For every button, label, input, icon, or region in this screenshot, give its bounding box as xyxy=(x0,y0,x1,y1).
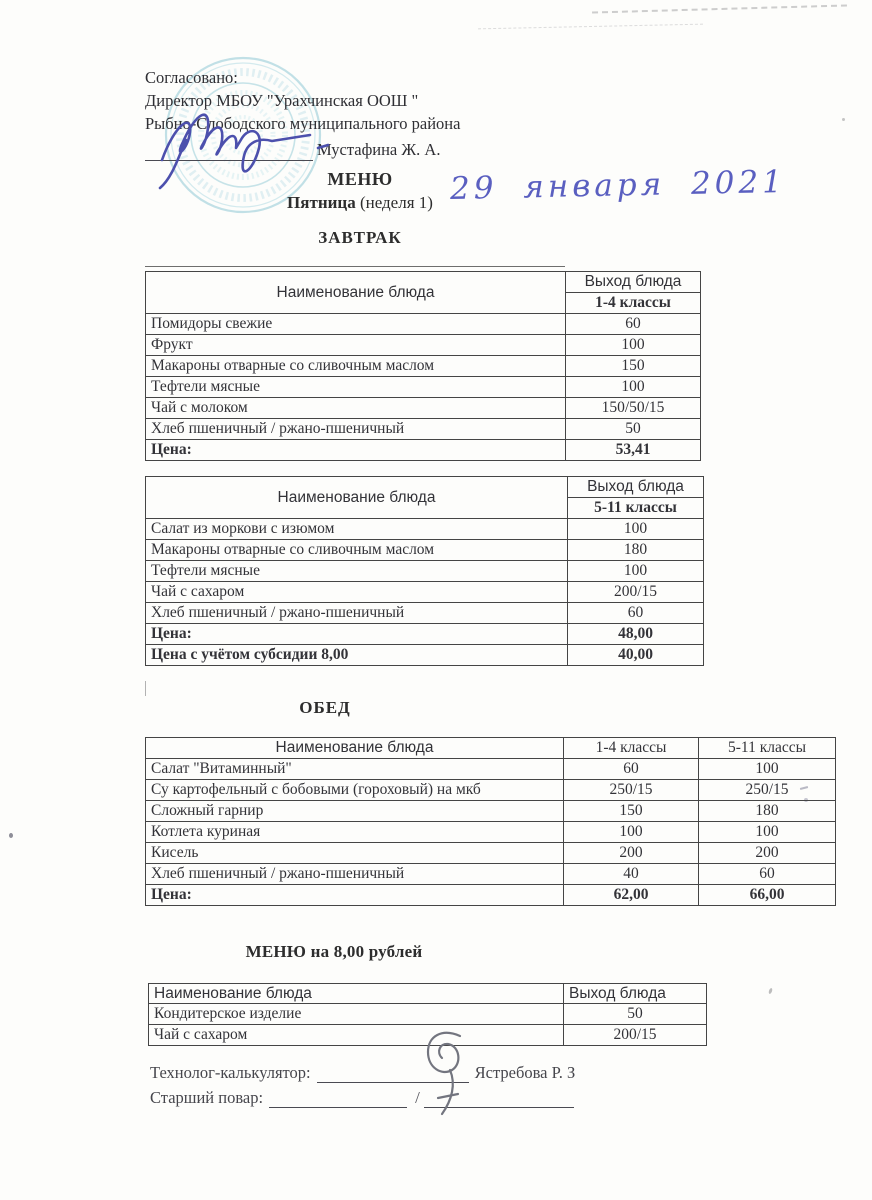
subsidy-label-cell: Цена с учётом субсидии 8,00 xyxy=(146,645,568,666)
dish-name-cell: Чай с молоком xyxy=(146,398,566,419)
header-row xyxy=(146,738,836,759)
dish-value-cell: 100 xyxy=(564,822,699,843)
column-header-output: Выход блюда xyxy=(568,477,704,498)
slash-separator: / xyxy=(415,1088,420,1107)
dish-value-cell: 180 xyxy=(568,540,704,561)
dish-value-cell: 40 xyxy=(564,864,699,885)
column-header-dish: Наименование блюда xyxy=(146,738,564,759)
subsidy-value-cell: 40,00 xyxy=(568,645,704,666)
table-row xyxy=(146,759,836,780)
subsidy-price-row xyxy=(146,645,704,666)
day-name: Пятница xyxy=(287,193,356,212)
page-title: МЕНЮ xyxy=(327,169,393,189)
table-row xyxy=(146,561,704,582)
section-title-lunch: ОБЕД xyxy=(299,698,351,717)
section-title-menu8: МЕНЮ на 8,00 рублей xyxy=(245,942,423,961)
column-header-output: Выход блюда xyxy=(564,984,707,1004)
column-header-class: 5-11 классы xyxy=(568,498,704,519)
dish-name-cell: Чай с сахаром xyxy=(146,582,568,603)
dish-value-cell: 200 xyxy=(564,843,699,864)
table-row xyxy=(146,314,701,335)
column-header-dish: Наименование блюда xyxy=(146,477,568,519)
breakfast-table-5-11 xyxy=(145,476,704,666)
table-row xyxy=(146,419,701,440)
dish-name-cell: Макароны отварные со сливочным маслом xyxy=(146,356,566,377)
table-row xyxy=(146,822,836,843)
dish-value-cell: 250/15 xyxy=(699,780,836,801)
dish-value-cell: 100 xyxy=(699,759,836,780)
dish-name-cell: Салат из моркови с изюмом xyxy=(146,519,568,540)
dish-value-cell: 100 xyxy=(568,561,704,582)
price-row xyxy=(146,885,836,906)
dish-name-cell: Хлеб пшеничный / ржано-пшеничный xyxy=(146,864,564,885)
dish-value-cell: 180 xyxy=(699,801,836,822)
price-value-cell: 53,41 xyxy=(566,440,701,461)
dish-name-cell: Салат "Витаминный" xyxy=(146,759,564,780)
dish-name-cell: Помидоры свежие xyxy=(146,314,566,335)
dish-value-cell: 60 xyxy=(568,603,704,624)
section-title-breakfast: ЗАВТРАК xyxy=(318,228,402,247)
dish-name-cell: Хлеб пшеничный / ржано-пшеничный xyxy=(146,603,568,624)
approval-line: Согласовано: xyxy=(145,68,238,87)
handwritten-date: 29 января 2021 xyxy=(449,163,787,207)
table-row xyxy=(146,540,704,561)
dish-value-cell: 100 xyxy=(568,519,704,540)
column-header-output: Выход блюда xyxy=(566,272,701,293)
dish-name-cell: Хлеб пшеничный / ржано-пшеничный xyxy=(146,419,566,440)
table-row xyxy=(146,582,704,603)
dish-value-cell: 200/15 xyxy=(564,1025,707,1046)
header-row xyxy=(149,984,707,1004)
price-value-cell: 66,00 xyxy=(699,885,836,906)
approval-line: Директор МБОУ "Урахчинская ООШ " xyxy=(145,91,419,110)
dish-value-cell: 60 xyxy=(564,759,699,780)
signature-underline xyxy=(269,1092,407,1108)
column-header-dish: Наименование блюда xyxy=(146,272,566,314)
scan-artifact-dashes xyxy=(478,24,703,30)
dish-value-cell: 150 xyxy=(564,801,699,822)
dish-name-cell: Кисель xyxy=(146,843,564,864)
dish-name-cell: Фрукт xyxy=(146,335,566,356)
price-row xyxy=(146,624,704,645)
table-row xyxy=(146,335,701,356)
dish-value-cell: 200 xyxy=(699,843,836,864)
price-label-cell: Цена: xyxy=(146,624,568,645)
technologist-label: Технолог-калькулятор: xyxy=(150,1063,311,1082)
scan-artifact-speck xyxy=(768,988,773,995)
column-header-class-5-11: 5-11 классы xyxy=(699,738,836,759)
dish-value-cell: 50 xyxy=(566,419,701,440)
table-row xyxy=(146,843,836,864)
signature-yastrebova xyxy=(398,1028,508,1123)
technologist-line xyxy=(150,1063,575,1083)
dish-name-cell: Сложный гарнир xyxy=(146,801,564,822)
dish-value-cell: 60 xyxy=(566,314,701,335)
breakfast-table-1-4 xyxy=(145,271,701,461)
dish-value-cell: 150/50/15 xyxy=(566,398,701,419)
technologist-name: Ястребова Р. З xyxy=(474,1063,576,1082)
lunch-table xyxy=(145,737,836,906)
table-row xyxy=(146,780,836,801)
table-row xyxy=(146,377,701,398)
price-value-cell: 62,00 xyxy=(564,885,699,906)
dish-value-cell: 50 xyxy=(564,1004,707,1025)
stray-table-line xyxy=(145,266,565,267)
dish-value-cell: 100 xyxy=(699,822,836,843)
price-label-cell: Цена: xyxy=(146,885,564,906)
dish-name-cell: Макароны отварные со сливочным маслом xyxy=(146,540,568,561)
dish-value-cell: 60 xyxy=(699,864,836,885)
dish-name-cell: Тефтели мясные xyxy=(146,561,568,582)
dish-value-cell: 150 xyxy=(566,356,701,377)
price-label-cell: Цена: xyxy=(146,440,566,461)
dish-value-cell: 100 xyxy=(566,377,701,398)
scan-artifact-speck xyxy=(842,118,845,121)
table-row xyxy=(146,398,701,419)
scan-artifact-dashes xyxy=(592,4,847,13)
header-row xyxy=(146,477,704,498)
dish-name-cell: Котлета куриная xyxy=(146,822,564,843)
cook-line xyxy=(150,1088,574,1108)
week-label: (неделя 1) xyxy=(355,193,433,212)
price-row xyxy=(146,440,701,461)
column-header-class: 1-4 классы xyxy=(566,293,701,314)
price-value-cell: 48,00 xyxy=(568,624,704,645)
scan-artifact-speck xyxy=(9,833,13,838)
table-row xyxy=(146,864,836,885)
table-row xyxy=(146,519,704,540)
dish-name-cell: Су картофельный с бобовыми (гороховый) на мкб xyxy=(146,780,564,801)
cook-label: Старший повар: xyxy=(150,1088,264,1107)
dish-name-cell: Кондитерское изделие xyxy=(149,1004,564,1025)
dish-value-cell: 250/15 xyxy=(564,780,699,801)
table-row xyxy=(146,603,704,624)
stray-table-line xyxy=(145,681,146,696)
dish-name-cell: Тефтели мясные xyxy=(146,377,566,398)
dish-value-cell: 200/15 xyxy=(568,582,704,603)
column-header-class-1-4: 1-4 классы xyxy=(564,738,699,759)
table-row xyxy=(146,801,836,822)
approval-signer-name: Мустафина Ж. А. xyxy=(317,140,441,159)
approval-line: Рыбно-Слободского муниципального района xyxy=(145,114,461,133)
table-row xyxy=(149,1004,707,1025)
table-row xyxy=(146,356,701,377)
dish-name-cell: Чай с сахаром xyxy=(149,1025,564,1046)
column-header-dish: Наименование блюда xyxy=(149,984,564,1004)
dish-value-cell: 100 xyxy=(566,335,701,356)
header-row xyxy=(146,272,701,293)
